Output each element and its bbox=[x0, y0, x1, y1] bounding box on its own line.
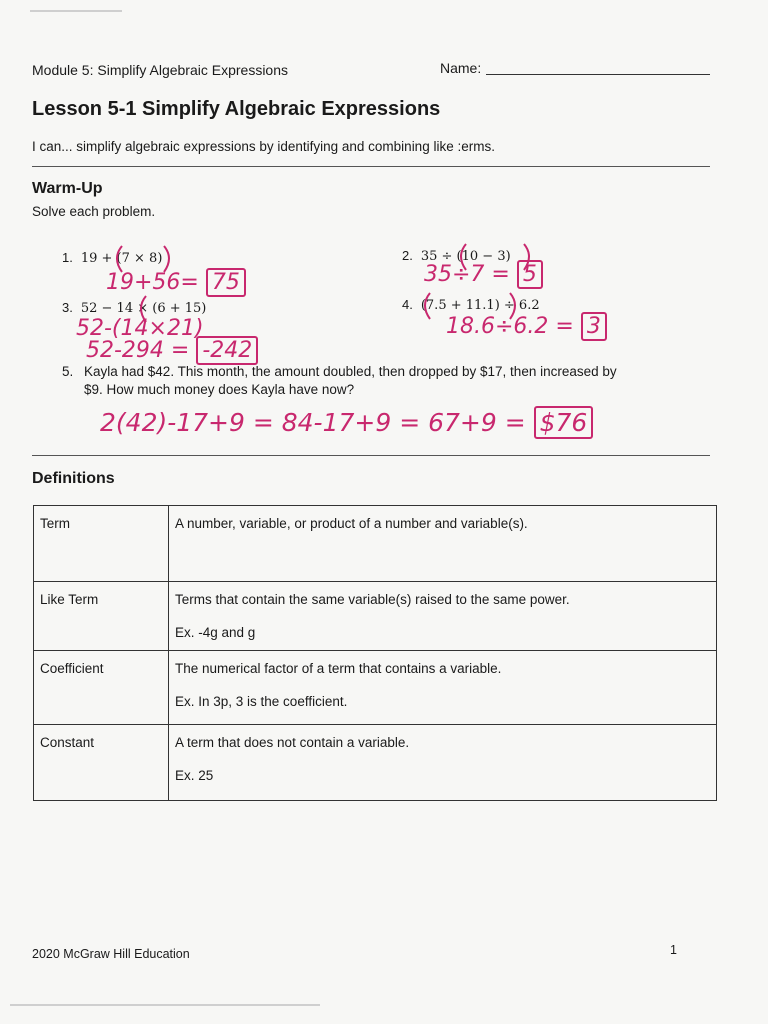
problem-expression: 19 + (7 × 8) bbox=[80, 251, 163, 266]
publisher-footer: 2020 McGraw Hill Education bbox=[32, 947, 190, 961]
divider bbox=[32, 166, 710, 167]
example-text: Ex. -4g and g bbox=[175, 625, 256, 640]
table-row bbox=[34, 725, 717, 801]
problem-text-line1: Kayla had $42. This month, the amount doubled, then dropped by $17, then increased by bbox=[84, 364, 617, 379]
term-cell: Term bbox=[34, 506, 169, 582]
problem-text-line2: $9. How much money does Kayla have now? bbox=[84, 382, 355, 397]
module-title: Module 5: Simplify Algebraic Expressions bbox=[32, 62, 289, 78]
handwritten-work-2: 35÷7 = 5 bbox=[424, 262, 543, 287]
definition-cell bbox=[169, 582, 717, 651]
problem-expression: 35 ÷ (10 − 3) bbox=[420, 249, 511, 264]
problem-number: 1. bbox=[62, 250, 73, 265]
answer-box: -242 bbox=[196, 336, 258, 365]
definitions-table bbox=[33, 505, 717, 801]
example-text: Ex. In 3p, 3 is the coefficient. bbox=[175, 694, 348, 709]
scan-artifact-bottom bbox=[10, 1004, 320, 1006]
learning-goal: I can... simplify algebraic expressions by identifying and combining like :erms. bbox=[32, 139, 495, 154]
problem-3 bbox=[62, 300, 206, 316]
term-cell: Constant bbox=[34, 725, 169, 801]
answer-box: 3 bbox=[581, 312, 607, 341]
handwritten-work-1: 19+56= 75 bbox=[106, 270, 246, 295]
definition-text: The numerical factor of a term that contains a variable. bbox=[175, 661, 502, 676]
lesson-title: Lesson 5-1 Simplify Algebraic Expressions bbox=[32, 98, 441, 120]
handwritten-work-3b: 52-294 = -242 bbox=[86, 338, 258, 363]
definition-cell bbox=[169, 725, 717, 801]
problem-4 bbox=[402, 297, 540, 313]
problem-expression: (7.5 + 11.1) ÷ 6.2 bbox=[420, 298, 540, 313]
table-row bbox=[34, 582, 717, 651]
handwritten-work-5: 2(42)-17+9 = 84-17+9 = 67+9 = $76 bbox=[100, 408, 593, 437]
definition-text: A number, variable, or product of a number and variable(s). bbox=[175, 516, 528, 531]
problem-1 bbox=[62, 250, 162, 266]
problem-number: 3. bbox=[62, 300, 73, 315]
name-label: Name: bbox=[440, 60, 482, 76]
example-text: Ex. 25 bbox=[175, 768, 214, 783]
problem-number: 4. bbox=[402, 297, 413, 312]
answer-box: $76 bbox=[534, 406, 594, 439]
handwritten-work-3a: 52-(14×21) bbox=[76, 316, 204, 341]
definitions-heading: Definitions bbox=[32, 470, 115, 487]
problem-number: 5. bbox=[62, 364, 74, 379]
warmup-instructions: Solve each problem. bbox=[32, 204, 156, 219]
term-cell: Coefficient bbox=[34, 651, 169, 725]
name-field-line bbox=[486, 74, 710, 75]
word-problem-5 bbox=[62, 363, 692, 399]
table-row bbox=[34, 506, 717, 582]
page-number: 1 bbox=[670, 943, 677, 957]
term-cell: Like Term bbox=[34, 582, 169, 651]
table-row bbox=[34, 651, 717, 725]
definition-cell bbox=[169, 651, 717, 725]
scan-artifact-top bbox=[30, 10, 122, 12]
problem-number: 2. bbox=[402, 248, 413, 263]
answer-box: 5 bbox=[517, 260, 543, 289]
problem-expression: 52 − 14 × (6 + 15) bbox=[80, 301, 207, 316]
definition-text: A term that does not contain a variable. bbox=[175, 735, 410, 750]
answer-box: 75 bbox=[206, 268, 246, 297]
divider bbox=[32, 455, 710, 456]
handwritten-work-4: 18.6÷6.2 = 3 bbox=[446, 314, 607, 339]
definition-cell bbox=[169, 506, 717, 582]
definition-text: Terms that contain the same variable(s) raised to the same power. bbox=[175, 592, 570, 607]
warmup-heading: Warm-Up bbox=[32, 180, 103, 197]
